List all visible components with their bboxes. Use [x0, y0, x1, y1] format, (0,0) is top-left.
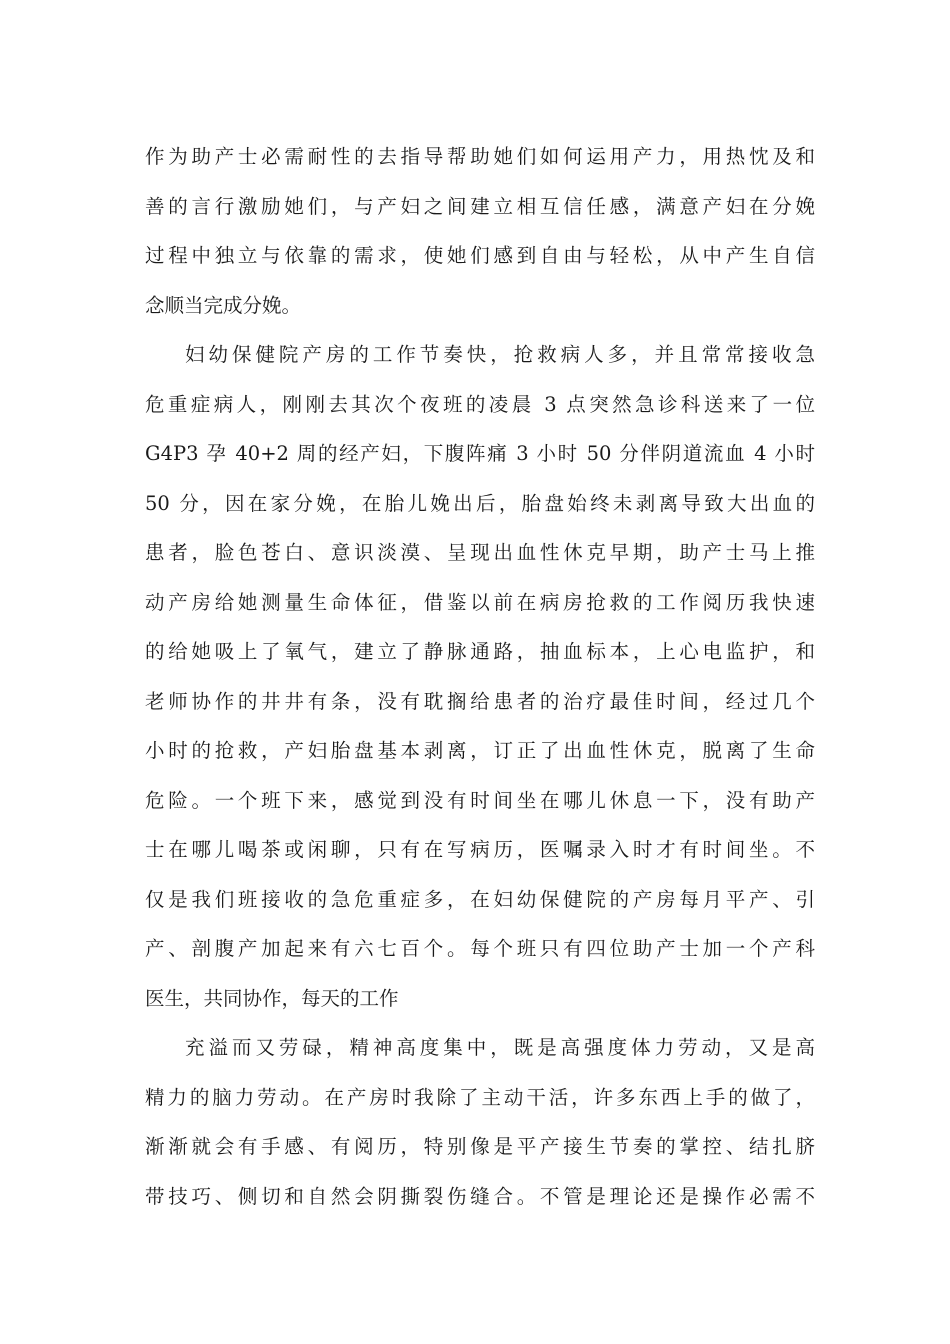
text-line: 产、剖腹产加起来有六七百个。每个班只有四位助产士加一个产科: [145, 937, 815, 960]
text-line: G4P3 孕 40+2 周的经产妇，下腹阵痛 3 小时 50 分伴阴道流血 4 小时: [145, 442, 815, 465]
text-line: 念顺当完成分娩。: [145, 293, 302, 317]
paragraph-3: [145, 1023, 815, 1221]
text-line: 作为助产士必需耐性的去指导帮助她们如何运用产力，用热忱及和: [145, 145, 815, 168]
text-line: 精力的脑力劳动。在产房时我除了主动干活，许多东西上手的做了，: [145, 1085, 815, 1109]
text-line: 50 分，因在家分娩，在胎儿娩出后，胎盘始终未剥离导致大出血的: [145, 491, 815, 515]
paragraph-2: [145, 330, 815, 1023]
text-line: 动产房给她测量生命体征，借鉴以前在病房抢救的工作阅历我快速: [145, 590, 815, 614]
text-line: 妇幼保健院产房的工作节奏快，抢救病人多，并且常常接收急: [185, 343, 815, 366]
text-line: 善的言行激励她们，与产妇之间建立相互信任感，满意产妇在分娩: [145, 194, 815, 218]
text-line: 危重症病人，刚刚去其次个夜班的凌晨 3 点突然急诊科送来了一位: [145, 392, 815, 416]
text-line: 的给她吸上了氧气，建立了静脉通路，抽血标本，上心电监护，和: [145, 640, 815, 663]
document-body: [145, 132, 815, 1221]
text-line: 医生，共同协作，每天的工作: [145, 986, 399, 1010]
text-line: 危险。一个班下来，感觉到没有时间坐在哪儿休息一下，没有助产: [145, 788, 815, 812]
paragraph-1: [145, 132, 815, 330]
text-line: 患者，脸色苍白、意识淡漠、呈现出血性休克早期，助产士马上推: [145, 541, 815, 564]
text-line: 老师协作的井井有条，没有耽搁给患者的治疗最佳时间，经过几个: [145, 689, 815, 713]
text-line: 充溢而又劳碌，精神高度集中，既是高强度体力劳动，又是高: [185, 1036, 815, 1059]
text-line: 带技巧、侧切和自然会阴撕裂伤缝合。不管是理论还是操作必需不: [145, 1184, 815, 1208]
text-line: 小时的抢救，产妇胎盘基本剥离，订正了出血性休克，脱离了生命: [145, 739, 815, 762]
text-line: 渐渐就会有手感、有阅历，特别像是平产接生节奏的掌控、结扎脐: [145, 1135, 815, 1158]
text-line: 过程中独立与依靠的需求，使她们感到自由与轻松，从中产生自信: [145, 244, 815, 267]
text-line: 仅是我们班接收的急危重症多，在妇幼保健院的产房每月平产、引: [145, 887, 815, 911]
text-line: 士在哪儿喝茶或闲聊，只有在写病历，医嘱录入时才有时间坐。不: [145, 838, 815, 861]
